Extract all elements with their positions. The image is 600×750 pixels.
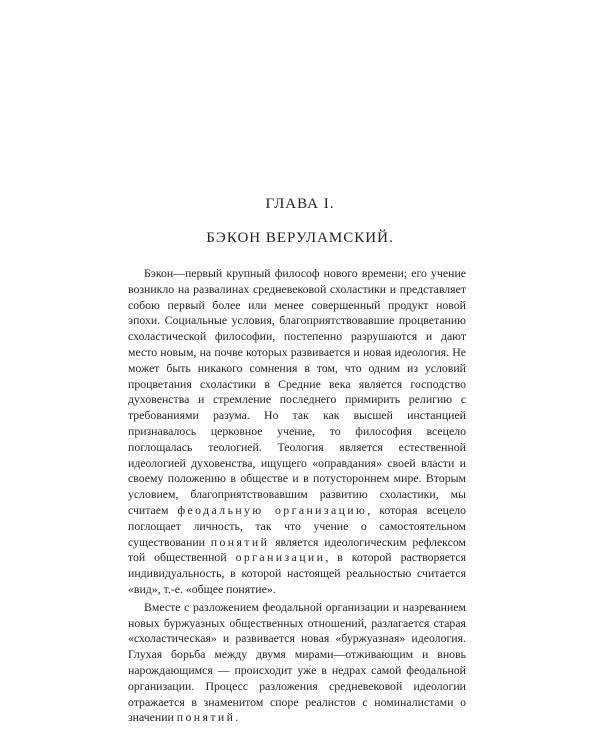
paragraph-1 xyxy=(128,266,466,598)
text-run: , в которой растворяется индивидуальность, в которой настоящей реальностью считается «вид», т.-е. «общее понятие». xyxy=(128,550,467,596)
paragraph-2 xyxy=(128,600,466,726)
text-run: , которая всецело поглощает личность, так что учение о самостоятельном существовании xyxy=(128,502,467,549)
text-run: является идеологическим рефлексом той общественной xyxy=(128,534,466,565)
spaced-emphasis: понятий xyxy=(210,534,270,549)
chapter-heading: ГЛАВА I. xyxy=(265,196,335,212)
spaced-emphasis: организации xyxy=(235,550,326,565)
text-run: Вместе с разложением феодальной организации и назреванием новых буржуазных общественных отношений, разлагается старая «схоластическая» и развивается новая «буржуазная» идеология. Глухая борьба между двумя мирами—отживающим и вновь нарождающимся — происходит уже в недрах самой феодальной организации. Процесс разложения средневековой идеологии отражается в знаменитом споре реалистов с номиналистами о значении xyxy=(128,599,466,725)
text-run: . xyxy=(235,710,239,725)
spaced-emphasis: понятий xyxy=(176,710,236,725)
section-title: БЭКОН ВЕРУЛАМСКИЙ. xyxy=(206,230,394,246)
body-text xyxy=(128,266,466,726)
spaced-emphasis: феодальную организацию xyxy=(177,502,368,517)
text-run: Бэкон—первый крупный философ нового времени; его учение возникло на развалинах средневековой схоластики и представляет собою первый более или менее совершенный продукт новой эпохи. Социальные условия, благоприятствовавшие процветанию схоластической философии, постепенно разрушаются и дают место новым, на почве которых развивается и новая идеология. Не может быть никакого сомнения в том, что одним из условий процветания схоластики в Средние века является господство духовенства и стремление последнего примирить религию с требованиями разума. Но так как высшей инстанцией признавалось церковное учение, то философия всецело поглощалась теологией. Теология является естественной идеологией духовенства, ищущего «оправдания» своей власти и своему положению в обществе и в потустороннем мире. Вторым условием, благоприятствовавшим развитию схоластики, мы считаем xyxy=(128,266,466,517)
